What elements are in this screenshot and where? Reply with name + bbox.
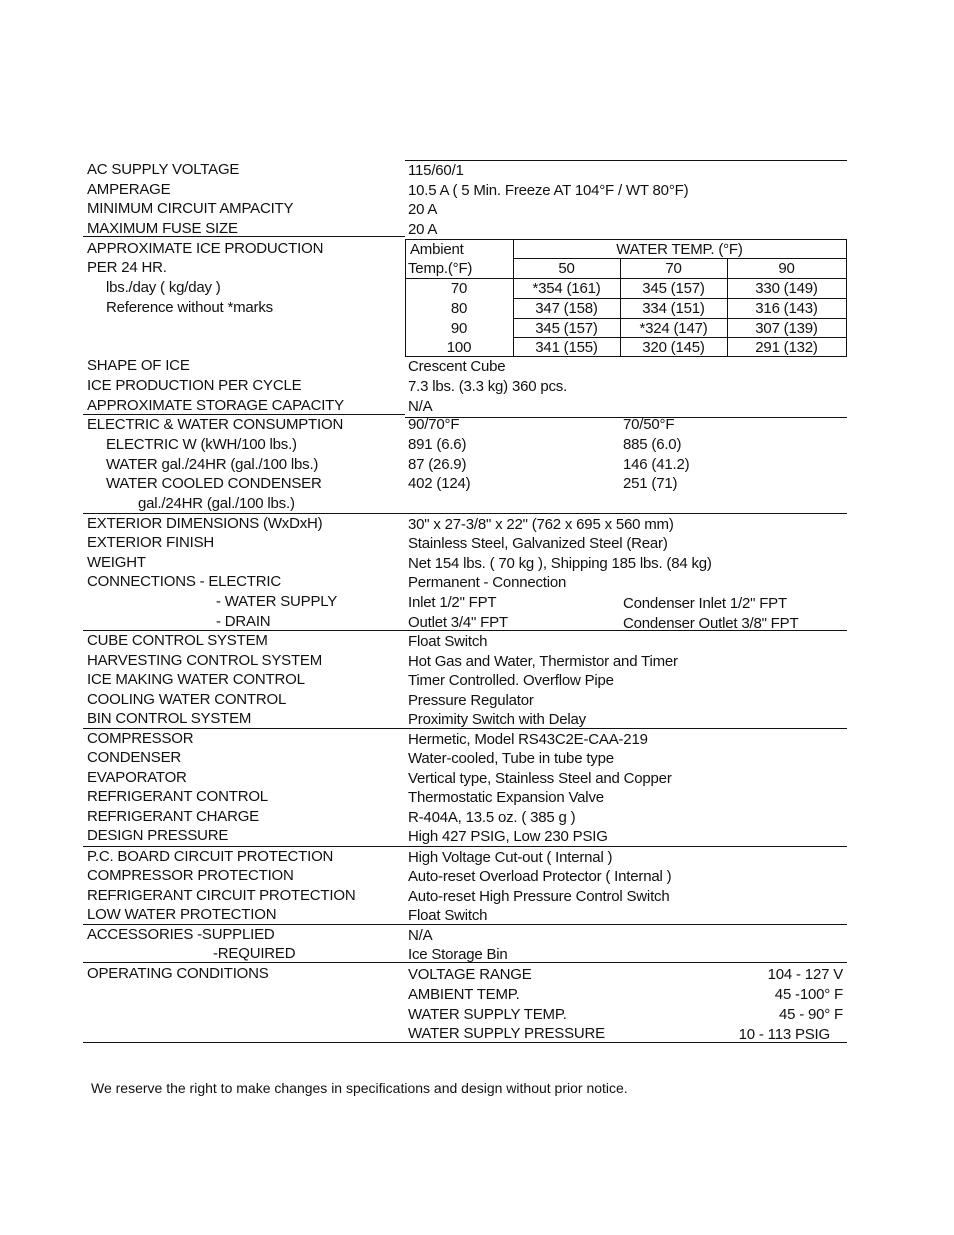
accessories-required-label: -REQUIRED: [213, 945, 296, 962]
ice-production-reference-label: Reference without *marks: [106, 299, 273, 316]
spec-value: Stainless Steel, Galvanized Steel (Rear): [408, 535, 668, 552]
condenser-inlet-value: Condenser Inlet 1/2" FPT: [623, 595, 787, 612]
table-rule: [405, 239, 406, 356]
spec-value: High Voltage Cut-out ( Internal ): [408, 849, 613, 866]
spec-label: COMPRESSOR: [87, 730, 194, 747]
ice-production-cell: 291 (132): [755, 339, 818, 356]
ambient-temp-header: Temp.(°F): [408, 260, 473, 277]
spec-value: 30" x 27-3/8" x 22" (762 x 695 x 560 mm): [408, 516, 674, 533]
rule: [83, 846, 847, 847]
spec-label: COOLING WATER CONTROL: [87, 691, 287, 708]
spec-label: BIN CONTROL SYSTEM: [87, 710, 252, 727]
spec-value: Timer Controlled. Overflow Pipe: [408, 672, 614, 689]
spec-value: Thermostatic Expansion Valve: [408, 789, 604, 806]
spec-label: AMPERAGE: [87, 181, 171, 198]
spec-value: Auto-reset Overload Protector ( Internal ): [408, 868, 672, 885]
ambient-header: Ambient: [410, 241, 464, 258]
rule: [83, 962, 847, 963]
spec-value: 20 A: [408, 221, 438, 238]
ice-production-cell: 307 (139): [755, 320, 818, 337]
spec-value: Vertical type, Stainless Steel and Copper: [408, 770, 672, 787]
spec-label: EXTERIOR DIMENSIONS (WxDxH): [87, 515, 323, 532]
condenser-v2: 251 (71): [623, 475, 678, 492]
water-temp-header: WATER TEMP. (°F): [616, 241, 743, 258]
ice-production-cell: *354 (161): [532, 280, 601, 297]
spec-label: EVAPORATOR: [87, 769, 187, 786]
rule: [83, 513, 847, 514]
ice-production-cell: 345 (157): [535, 320, 598, 337]
spec-label: SHAPE OF ICE: [87, 357, 190, 374]
spec-value: Proximity Switch with Delay: [408, 711, 586, 728]
operating-name: AMBIENT TEMP.: [408, 986, 520, 1003]
condenser-outlet-value: Condenser Outlet 3/8" FPT: [623, 615, 799, 632]
spec-label: AC SUPPLY VOLTAGE: [87, 161, 240, 178]
ice-production-cell: 330 (149): [755, 280, 818, 297]
water-supply-label: - WATER SUPPLY: [216, 593, 338, 610]
operating-name: WATER SUPPLY TEMP.: [408, 1006, 567, 1023]
ambient-temp-cell: 90: [450, 320, 468, 337]
spec-value: Net 154 lbs. ( 70 kg ), Shipping 185 lbs. (84 kg): [408, 555, 712, 572]
spec-label: REFRIGERANT CONTROL: [87, 788, 268, 805]
spec-label: REFRIGERANT CHARGE: [87, 808, 259, 825]
spec-value: 7.3 lbs. (3.3 kg) 360 pcs.: [408, 378, 568, 395]
ice-production-cell: *324 (147): [639, 320, 708, 337]
spec-label: CONDENSER: [87, 749, 182, 766]
operating-name: WATER SUPPLY PRESSURE: [408, 1025, 605, 1042]
consumption-col1: 90/70°F: [408, 416, 460, 433]
spec-value: Crescent Cube: [408, 358, 506, 375]
footer-note: We reserve the right to make changes in specifications and design without prior notice.: [91, 1080, 628, 1096]
operating-name: VOLTAGE RANGE: [408, 966, 532, 983]
consumption-col2: 70/50°F: [623, 416, 675, 433]
table-rule: [513, 239, 514, 356]
spec-label: APPROXIMATE ICE PRODUCTION: [87, 240, 324, 257]
electric-label: ELECTRIC W (kWH/100 lbs.): [106, 436, 297, 453]
rule: [83, 728, 847, 729]
spec-label: CUBE CONTROL SYSTEM: [87, 632, 268, 649]
table-rule: [513, 318, 847, 319]
spec-value: Float Switch: [408, 633, 488, 650]
spec-label: ICE PRODUCTION PER CYCLE: [87, 377, 302, 394]
spec-label: ICE MAKING WATER CONTROL: [87, 671, 305, 688]
rule: [83, 414, 405, 415]
ice-production-cell: 347 (158): [535, 300, 598, 317]
spec-label: OPERATING CONDITIONS: [87, 965, 269, 982]
spec-label: MAXIMUM FUSE SIZE: [87, 220, 238, 237]
ice-production-cell: 334 (151): [642, 300, 705, 317]
rule: [83, 1042, 847, 1043]
table-rule: [727, 258, 728, 356]
spec-value: Permanent - Connection: [408, 574, 567, 591]
spec-value: High 427 PSIG, Low 230 PSIG: [408, 828, 608, 845]
spec-value: Float Switch: [408, 907, 488, 924]
drain-label: - DRAIN: [216, 613, 271, 630]
spec-value: R-404A, 13.5 oz. ( 385 g ): [408, 809, 576, 826]
ambient-temp-cell: 80: [450, 300, 468, 317]
spec-label: CONNECTIONS - ELECTRIC: [87, 573, 281, 590]
spec-value: Water-cooled, Tube in tube type: [408, 750, 614, 767]
ice-production-cell: 345 (157): [642, 280, 705, 297]
operating-value: 104 - 127 V: [767, 966, 843, 983]
spec-label: APPROXIMATE STORAGE CAPACITY: [87, 397, 344, 414]
ice-production-cell: 341 (155): [535, 339, 598, 356]
spec-label: REFRIGERANT CIRCUIT PROTECTION: [87, 887, 356, 904]
rule: [83, 236, 405, 237]
spec-label: DESIGN PRESSURE: [87, 827, 229, 844]
water-label: WATER gal./24HR (gal./100 lbs.): [106, 456, 319, 473]
operating-value: 45 - 90° F: [778, 1006, 843, 1023]
operating-value: 10 - 113 PSIG: [738, 1026, 830, 1043]
table-rule: [513, 337, 847, 338]
table-rule: [513, 298, 847, 299]
water-temp-70: 70: [665, 260, 682, 277]
ambient-temp-cell: 70: [450, 280, 468, 297]
condenser-v1: 402 (124): [408, 475, 471, 492]
ice-production-cell: 316 (143): [755, 300, 818, 317]
accessories-required-value: Ice Storage Bin: [408, 946, 508, 963]
table-rule: [513, 258, 847, 259]
outlet-value: Outlet 3/4" FPT: [408, 614, 508, 631]
water-v2: 146 (41.2): [623, 456, 690, 473]
spec-value: Pressure Regulator: [408, 692, 534, 709]
table-rule: [405, 278, 847, 279]
spec-label: COMPRESSOR PROTECTION: [87, 867, 294, 884]
spec-label: ACCESSORIES -SUPPLIED: [87, 926, 275, 943]
table-rule: [405, 239, 847, 240]
spec-label: LOW WATER PROTECTION: [87, 906, 277, 923]
rule: [405, 160, 847, 161]
spec-value: N/A: [408, 398, 433, 415]
inlet-value: Inlet 1/2" FPT: [408, 594, 497, 611]
spec-label: HARVESTING CONTROL SYSTEM: [87, 652, 323, 669]
spec-label: WEIGHT: [87, 554, 146, 571]
spec-value: 10.5 A ( 5 Min. Freeze AT 104°F / WT 80°F): [408, 182, 689, 199]
electric-v2: 885 (6.0): [623, 436, 682, 453]
water-v1: 87 (26.9): [408, 456, 467, 473]
consumption-title: ELECTRIC & WATER CONSUMPTION: [87, 416, 344, 433]
water-temp-90: 90: [778, 260, 795, 277]
spec-label: MINIMUM CIRCUIT AMPACITY: [87, 200, 294, 217]
spec-value: Hermetic, Model RS43C2E-CAA-219: [408, 731, 648, 748]
spec-label: PER 24 HR.: [87, 259, 167, 276]
rule: [405, 417, 847, 418]
spec-value: 115/60/1: [408, 162, 464, 179]
condenser-unit-label: gal./24HR (gal./100 lbs.): [138, 495, 295, 512]
spec-value: Auto-reset High Pressure Control Switch: [408, 888, 670, 905]
rule: [83, 630, 847, 631]
spec-value: Hot Gas and Water, Thermistor and Timer: [408, 653, 678, 670]
table-rule: [405, 356, 847, 357]
spec-label: P.C. BOARD CIRCUIT PROTECTION: [87, 848, 334, 865]
ice-production-cell: 320 (145): [642, 339, 705, 356]
spec-value: N/A: [408, 927, 433, 944]
ice-production-unit-label: lbs./day ( kg/day ): [106, 279, 221, 296]
ambient-temp-cell: 100: [446, 339, 472, 356]
condenser-label: WATER COOLED CONDENSER: [106, 475, 322, 492]
rule: [83, 924, 847, 925]
table-rule: [620, 258, 621, 356]
electric-v1: 891 (6.6): [408, 436, 467, 453]
spec-value: 20 A: [408, 201, 438, 218]
spec-label: EXTERIOR FINISH: [87, 534, 215, 551]
operating-value: 45 -100° F: [774, 986, 843, 1003]
table-rule: [846, 239, 847, 356]
water-temp-50: 50: [558, 260, 575, 277]
